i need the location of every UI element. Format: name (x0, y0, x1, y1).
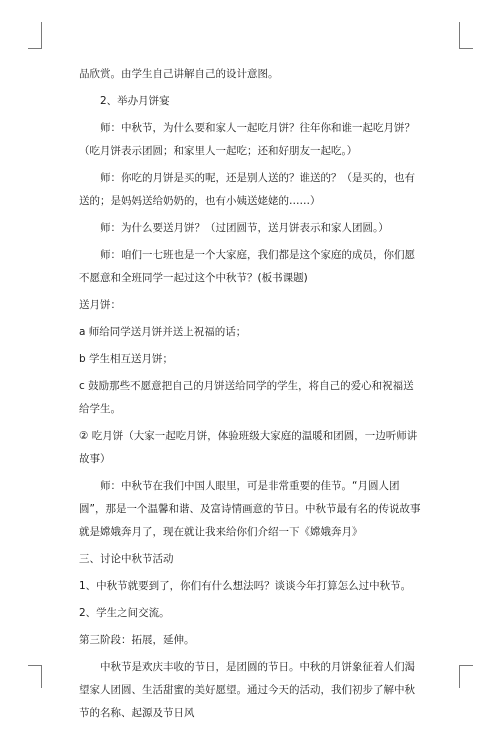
paragraph: 师：中秋节，为什么要和家人一起吃月饼？往年你和谁一起吃月饼？（吃月饼表示团圆；和家里人一起吃；还和好朋友一起吃。） (79, 122, 415, 157)
paragraph: c 鼓励那些不愿意把自己的月饼送给同学的学生，将自己的爱心和祝福送给学生。 (79, 380, 414, 415)
crop-mark-bottom-left (28, 665, 42, 688)
paragraph: a 师给同学送月饼并送上祝福的话； (79, 326, 247, 338)
crop-mark-bottom-right (459, 665, 473, 688)
paragraph: 2、学生之间交流。 (79, 607, 170, 619)
document-body (79, 63, 421, 729)
paragraph: 2、举办月饼宴 (100, 95, 170, 107)
paragraph: 品欣赏。由学生自己讲解自己的设计意图。 (79, 68, 279, 80)
paragraph: 第三阶段：拓展，延伸。 (79, 634, 195, 646)
paragraph: 1、中秋节就要到了，你们有什么想法吗？谈谈今年打算怎么过中秋节。 (79, 580, 412, 592)
paragraph: 师：你吃的月饼是买的呢，还是别人送的？谁送的？（是买的，也有送的；是妈妈送给奶奶的，也有小姨送姥姥的……） (79, 172, 415, 207)
paragraph: 三、讨论中秋节活动 (79, 553, 174, 565)
paragraph: 中秋节是欢庆丰收的节日，是团圆的节日。中秋的月饼象征着人们渴望家人团圆、生活甜蜜的美好愿望。通过今天的活动，我们初步了解中秋节的名称、起源及节日风 (79, 661, 415, 719)
paragraph: ② 吃月饼（大家一起吃月饼，体验班级大家庭的温暖和团圆，一边听师讲故事） (79, 430, 418, 465)
paragraph: 师：咱们一七班也是一个大家庭，我们都是这个家庭的成员，你们愿不愿意和全班同学一起过这个中秋节？(板书课题) (79, 249, 415, 284)
crop-mark-top-right (459, 22, 473, 49)
paragraph: b 学生相互送月饼； (79, 353, 174, 365)
paragraph: 师：为什么要送月饼？（过团圆节，送月饼表示和家人团圆。） (100, 222, 389, 234)
paragraph: 师：中秋节在我们中国人眼里，可是非常重要的佳节。“月圆人团圆”，那是一个温馨和谐、及富诗情画意的节日。中秋节最有名的传说故事就是嫦娥奔月了，现在就让我来给你们介绍一下《嫦娥奔月》 (79, 480, 421, 538)
paragraph: 送月饼： (79, 299, 121, 311)
crop-mark-top-left (28, 22, 42, 49)
